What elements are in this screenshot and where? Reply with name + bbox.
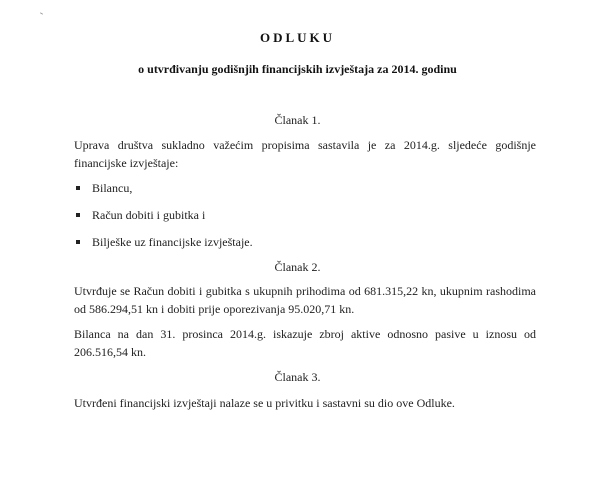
list-item-label: Bilješke uz financijske izvještaje. — [92, 235, 253, 249]
article-2-heading: Članak 2. — [274, 260, 321, 274]
bullet-icon — [76, 240, 80, 244]
list-item — [76, 207, 205, 223]
article-3-heading: Članak 3. — [274, 370, 321, 384]
list-item-label: Bilancu, — [92, 181, 133, 195]
article-2-paragraph-2: Bilanca na dan 31. prosinca 2014.g. iskazuje zbroj aktive odnosno pasive u iznosu od 206.516,54 kn. — [74, 327, 536, 359]
bullet-icon — [76, 213, 80, 217]
document-title: ODLUKU — [259, 30, 336, 45]
bullet-icon — [76, 186, 80, 190]
list-item — [76, 234, 253, 250]
article-1-heading: Članak 1. — [274, 113, 321, 127]
article-3-paragraph: Utvrđeni financijski izvještaji nalaze se u privitku i sastavni su dio ove Odluke. — [74, 396, 455, 410]
scan-speck — [40, 12, 43, 14]
article-2-paragraph-1: Utvrđuje se Račun dobiti i gubitka s ukupnih prihodima od 681.315,22 kn, ukupnim rashodima od 586.294,51 kn i dobiti prije oporezivanja 95.020,71 kn. — [74, 284, 536, 316]
document-subtitle: o utvrđivanju godišnjih financijskih izvještaja za 2014. godinu — [138, 62, 457, 76]
list-item — [76, 180, 132, 196]
article-1-paragraph: Uprava društva sukladno važećim propisima sastavila je za 2014.g. sljedeće godišnje financijske izvještaje: — [74, 138, 536, 170]
list-item-label: Račun dobiti i gubitka i — [92, 208, 206, 222]
